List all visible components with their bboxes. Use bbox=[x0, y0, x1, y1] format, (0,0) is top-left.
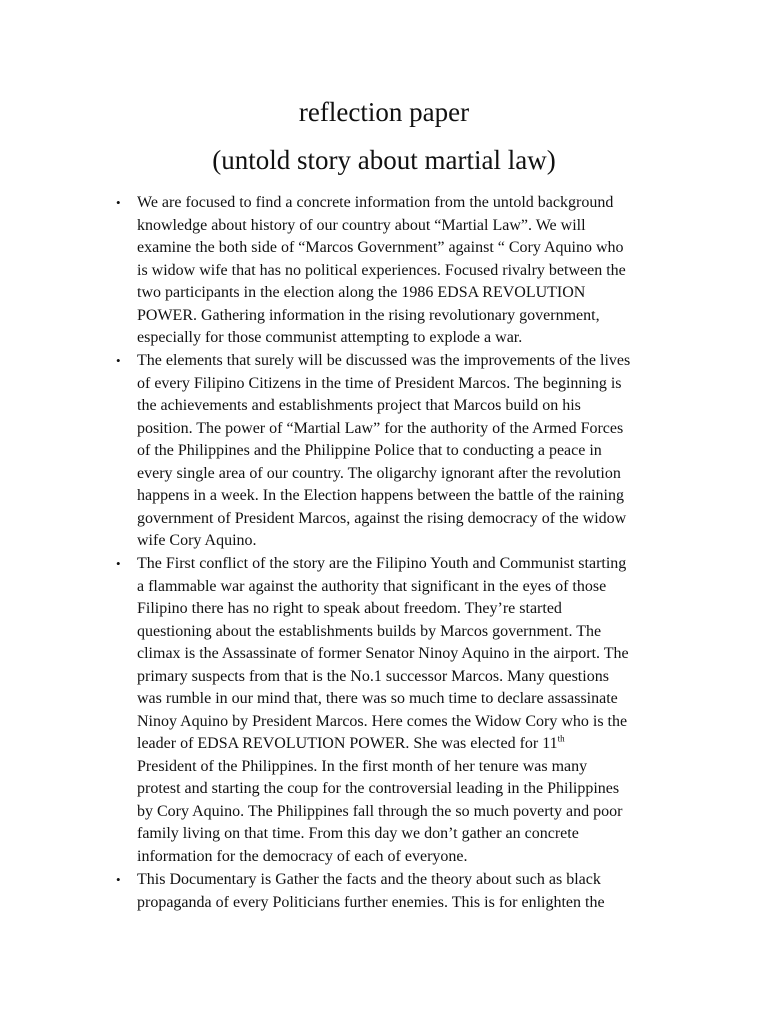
paragraph-line: information for the democracy of each of everyone. bbox=[137, 847, 468, 865]
paragraph-line: happens in a week. In the Election happens between the battle of the raining bbox=[137, 487, 624, 504]
paragraph-line: two participants in the election along the 1986 EDSA REVOLUTION bbox=[137, 284, 586, 301]
paragraph-line: President of the Philippines. In the first month of her tenure was many bbox=[137, 757, 588, 775]
paragraph-line: of every Filipino Citizens in the time of President Marcos. The beginning is bbox=[137, 374, 622, 392]
paragraph-line: was rumble in our mind that, there was so much time to declare assassinate bbox=[137, 690, 618, 707]
paragraph-line: The First conflict of the story are the Filipino Youth and Communist starting bbox=[137, 555, 627, 572]
paragraph-line: position. The power of “Martial Law” for the authority of the Armed Forces bbox=[137, 419, 624, 437]
paragraph-line: Filipino there has no right to speak about freedom. They’re started bbox=[137, 600, 562, 617]
paragraph-line: the achievements and establishments project that Marcos build on his bbox=[137, 397, 581, 414]
paragraph-line: POWER. Gathering information in the rising revolutionary government, bbox=[137, 306, 600, 324]
paragraph-line-text: leader of EDSA REVOLUTION POWER. She was elected for 11 bbox=[137, 735, 558, 752]
paragraph-line: family living on that time. From this day we don’t gather an concrete bbox=[137, 825, 579, 842]
paragraph-line: of the Philippines and the Philippine Police that to conducting a peace in bbox=[137, 442, 602, 459]
paragraph-line: primary suspects from that is the No.1 successor Marcos. Many questions bbox=[137, 667, 609, 685]
bullet-icon: • bbox=[116, 195, 121, 210]
paragraph-line: especially for those communist attempting to explode a war. bbox=[137, 329, 523, 346]
paragraph-line: knowledge about history of our country about “Martial Law”. We will bbox=[137, 216, 586, 234]
paragraph-line: government of President Marcos, against the rising democracy of the widow bbox=[137, 509, 627, 527]
bullet-icon: • bbox=[116, 556, 121, 571]
paragraph-line: every single area of our country. The oligarchy ignorant after the revolution bbox=[137, 464, 621, 482]
paragraph-line: wife Cory Aquino. bbox=[137, 532, 257, 549]
paragraph-line: Ninoy Aquino by President Marcos. Here comes the Widow Cory who is the bbox=[137, 712, 628, 730]
paragraph-line: is widow wife that has no political experiences. Focused rivalry between the bbox=[137, 261, 626, 279]
paragraph-line: climax is the Assassinate of former Senator Ninoy Aquino in the airport. The bbox=[137, 645, 629, 662]
paragraph-line: The elements that surely will be discussed was the improvements of the lives bbox=[137, 352, 631, 369]
paragraph-line: This Documentary is Gather the facts and the theory about such as black bbox=[137, 871, 601, 888]
paragraph-line: examine the both side of “Marcos Government” against “ Cory Aquino who bbox=[137, 239, 624, 256]
paragraph-line: protest and starting the coup for the controversial leading in the Philippines bbox=[137, 780, 620, 797]
page-subtitle: (untold story about martial law) bbox=[212, 145, 556, 175]
paragraph-line-with-superscript bbox=[137, 733, 565, 756]
paragraph-line: We are focused to find a concrete information from the untold background bbox=[137, 194, 614, 211]
ordinal-superscript: th bbox=[557, 733, 565, 744]
bullet-icon: • bbox=[116, 872, 121, 887]
paragraph-line: propaganda of every Politicians further enemies. This is for enlighten the bbox=[137, 893, 605, 911]
paragraph-line: questioning about the establishments builds by Marcos government. The bbox=[137, 622, 602, 640]
paragraph-line: by Cory Aquino. The Philippines fall through the so much poverty and poor bbox=[137, 802, 623, 820]
page-title: reflection paper bbox=[298, 97, 470, 127]
bullet-icon: • bbox=[116, 353, 121, 368]
paragraph-line: a flammable war against the authority that significant in the eyes of those bbox=[137, 577, 607, 595]
